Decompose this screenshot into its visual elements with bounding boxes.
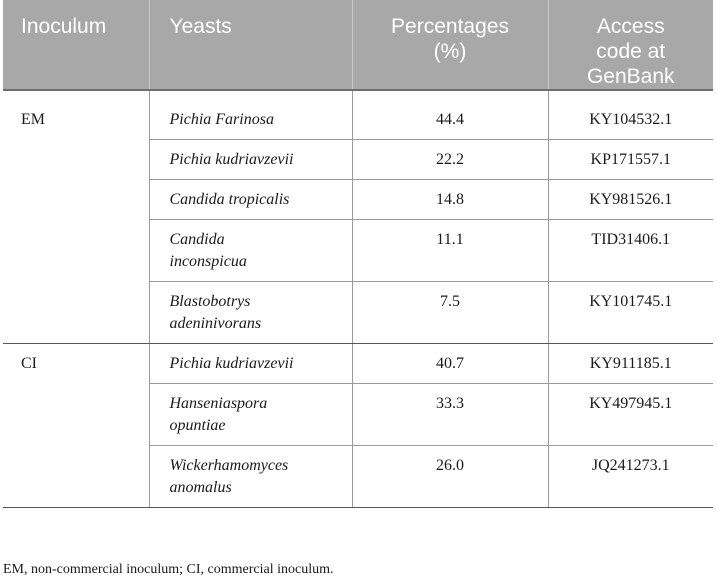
inoculum-cell	[3, 384, 149, 446]
inoculum-cell	[3, 180, 149, 220]
genbank-code-cell	[548, 90, 713, 140]
yeast-name-line1: Hanseniaspora	[169, 395, 268, 412]
header-yeasts	[149, 0, 352, 90]
genbank-code: JQ241273.1	[591, 457, 670, 474]
yeast-cell	[149, 90, 352, 140]
inoculum-value: CI	[21, 355, 37, 372]
percentage-cell	[352, 180, 548, 220]
yeast-name: Pichia Farinosa	[169, 111, 274, 128]
percentage-cell	[352, 344, 548, 384]
genbank-code-cell	[548, 140, 713, 180]
header-percentages-line1: Percentages	[391, 15, 509, 38]
header-inoculum	[3, 0, 149, 90]
yeast-name: Pichia kudriavzevii	[169, 151, 294, 168]
yeast-cell	[149, 384, 352, 446]
table-row	[3, 220, 713, 282]
percentage-cell	[352, 384, 548, 446]
table-row	[3, 446, 713, 508]
table-row	[3, 90, 713, 140]
genbank-code-cell	[548, 446, 713, 508]
table-row	[3, 180, 713, 220]
yeast-table-container	[3, 0, 713, 508]
genbank-code: KP171557.1	[590, 151, 671, 168]
table-body	[3, 90, 713, 508]
yeast-cell	[149, 282, 352, 344]
percentage-value: 26.0	[436, 457, 464, 474]
header-row	[3, 0, 713, 90]
genbank-code-cell	[548, 180, 713, 220]
yeast-cell	[149, 140, 352, 180]
yeast-name-line2: anomalus	[169, 479, 232, 496]
yeast-name-line2: inconspicua	[169, 253, 247, 270]
yeast-cell	[149, 446, 352, 508]
yeast-table	[3, 0, 713, 508]
table-row	[3, 384, 713, 446]
header-access-line1: Access	[596, 15, 665, 38]
genbank-code-cell	[548, 344, 713, 384]
header-access-code	[548, 0, 713, 90]
percentage-value: 22.2	[436, 151, 464, 168]
yeast-name-line2: opuntiae	[169, 417, 226, 434]
header-yeasts-label: Yeasts	[169, 15, 232, 38]
percentage-value: 14.8	[436, 191, 464, 208]
genbank-code: KY981526.1	[589, 191, 673, 208]
table-footnote: EM, non-commercial inoculum; CI, commercial inoculum.	[3, 562, 334, 577]
genbank-code: KY104532.1	[589, 111, 673, 128]
header-inoculum-label: Inoculum	[21, 15, 107, 38]
yeast-name-line1: Candida	[169, 231, 225, 248]
yeast-name-line1: Blastobotrys	[169, 293, 251, 310]
inoculum-cell	[3, 140, 149, 180]
table-row	[3, 344, 713, 384]
header-percentages-line2: (%)	[433, 40, 467, 63]
inoculum-cell	[3, 446, 149, 508]
yeast-cell	[149, 220, 352, 282]
yeast-name: Candida tropicalis	[169, 191, 290, 208]
genbank-code-cell	[548, 282, 713, 344]
percentage-value: 11.1	[436, 231, 464, 248]
percentage-cell	[352, 140, 548, 180]
inoculum-cell	[3, 344, 149, 384]
header-access-line2: code at	[596, 40, 666, 63]
percentage-value: 40.7	[436, 355, 464, 372]
table-header	[3, 0, 713, 90]
inoculum-value: EM	[21, 111, 45, 128]
inoculum-cell	[3, 282, 149, 344]
header-access-line3: GenBank	[586, 65, 675, 88]
percentage-cell	[352, 446, 548, 508]
percentage-value: 7.5	[440, 293, 460, 310]
header-percentages	[352, 0, 548, 90]
yeast-cell	[149, 344, 352, 384]
yeast-name-line1: Wickerhamomyces	[169, 457, 289, 474]
yeast-cell	[149, 180, 352, 220]
table-row	[3, 140, 713, 180]
inoculum-cell	[3, 220, 149, 282]
yeast-name-line2: adeninivorans	[169, 315, 262, 332]
percentage-value: 33.3	[436, 395, 464, 412]
genbank-code-cell	[548, 384, 713, 446]
genbank-code: KY101745.1	[589, 293, 673, 310]
yeast-name: Pichia kudriavzevii	[169, 355, 294, 372]
genbank-code: KY497945.1	[589, 395, 673, 412]
percentage-cell	[352, 220, 548, 282]
inoculum-cell	[3, 90, 149, 140]
table-row	[3, 282, 713, 344]
genbank-code-cell	[548, 220, 713, 282]
genbank-code: TID31406.1	[591, 231, 671, 248]
percentage-cell	[352, 90, 548, 140]
genbank-code: KY911185.1	[589, 355, 672, 372]
percentage-cell	[352, 282, 548, 344]
percentage-value: 44.4	[436, 111, 464, 128]
